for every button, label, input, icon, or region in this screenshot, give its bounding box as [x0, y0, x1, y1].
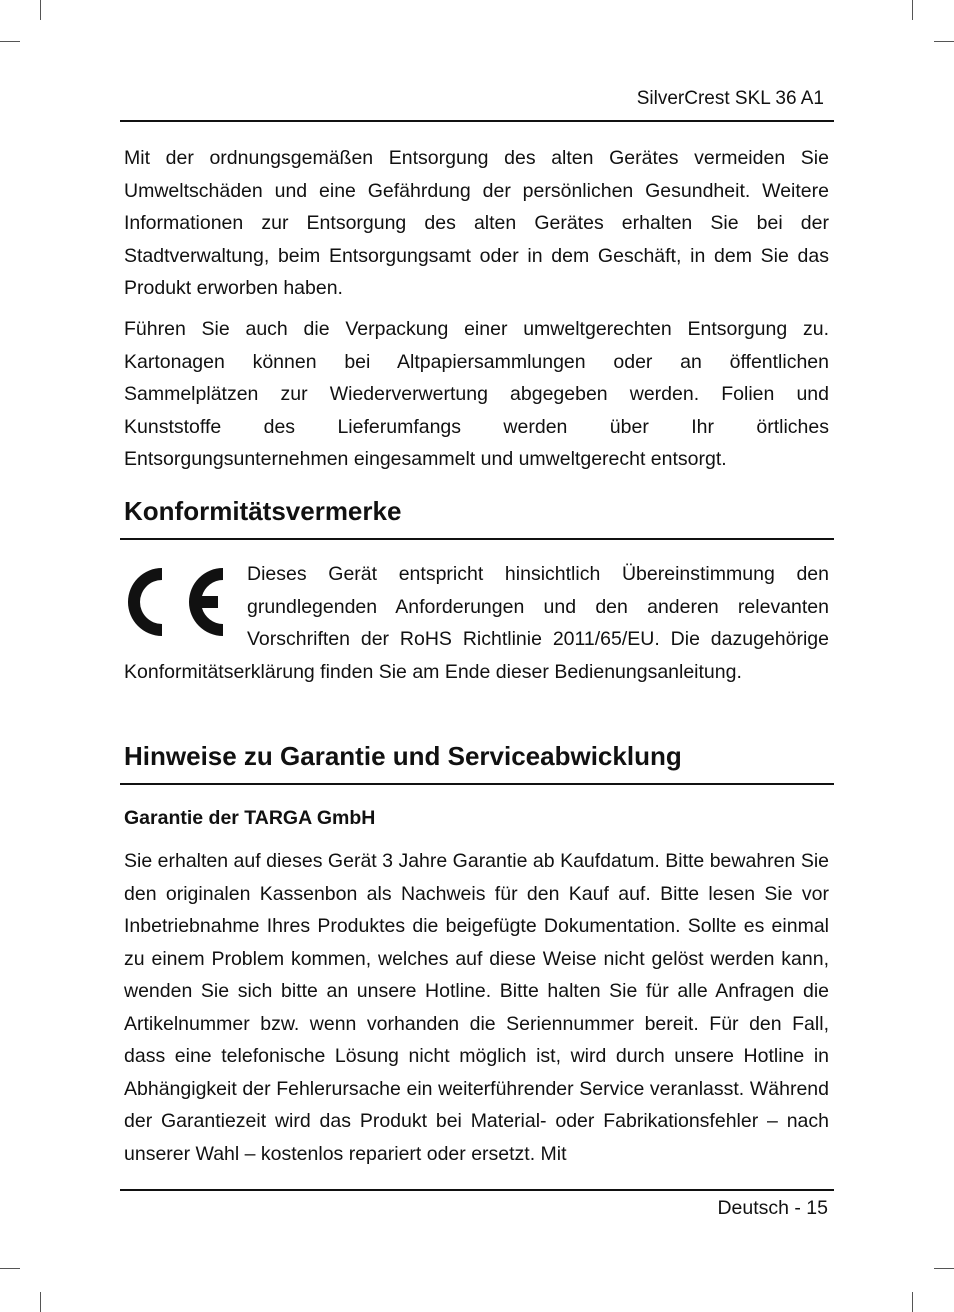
footer-rule: [120, 1189, 834, 1191]
section-rule: [120, 783, 834, 785]
paragraph-disposal: Mit der ordnungsgemäßen Entsorgung des alten Gerätes vermeiden Sie Umweltschäden und eine Gefährdung der persönlichen Gesundheit. Weitere Informationen zur Entsorgung des alten Gerätes erhalten Sie bei der Stadtverwaltung, beim Entsorgungsamt oder in dem Geschäft, in dem Sie das Produkt erworben haben.: [124, 147, 829, 299]
paragraph-conformity: [124, 558, 829, 688]
header-rule: [120, 120, 834, 122]
crop-mark: [0, 41, 20, 42]
heading-conformity: Konformitätsvermerke: [124, 496, 402, 526]
crop-mark: [912, 1292, 913, 1312]
paragraph-warranty: Sie erhalten auf dieses Gerät 3 Jahre Garantie ab Kaufdatum. Bitte bewahren Sie den originalen Kassenbon als Nachweis für den Kauf auf. Bitte lesen Sie vor Inbetriebnahme Ihres Produktes die beigefügte Dokumentation. Sollte es einmal zu einem Problem kommen, welches auf diese Weise nicht gelöst werden kann, wenden Sie sich bitte an unsere Hotline. Bitte halten Sie für alle Anfragen die Artikelnummer bzw. wenn vorhanden die Seriennummer bereit. Für den Fall, dass eine telefonische Lösung nicht möglich ist, wird durch unsere Hotline in Abhängigkeit der Fehlerursache ein weiterführender Service veranlasst. Während der Garantiezeit wird das Produkt bei Material- oder Fabrikationsfehler – nach unserer Wahl – kostenlos repariert oder ersetzt. Mit: [124, 850, 829, 1165]
crop-mark: [40, 1292, 41, 1312]
crop-mark: [40, 0, 41, 20]
footer-page-label: Deutsch - 15: [717, 1197, 828, 1219]
conformity-text: Dieses Gerät entspricht hinsichtlich Übereinstimmung den grundlegenden Anforderungen und den anderen relevanten Vorschriften der RoHS Richtlinie 2011/65/EU. Die dazugehörige Konformitätserklärung finden Sie am Ende dieser Bedienungsanleitung.: [124, 563, 829, 683]
ce-mark-spacer: [124, 558, 247, 654]
paragraph-packaging: Führen Sie auch die Verpackung einer umweltgerechten Entsorgung zu. Kartonagen können bei Altpapiersammlungen oder an öffentlichen Sammelplätzen zur Wiederverwertung abgegeben werden. Folien und Kunststoffe des Lieferumfangs werden über Ihr örtliches Entsorgungsunternehmen eingesammelt und umweltgerecht entsorgt.: [124, 318, 829, 470]
crop-mark: [912, 0, 913, 20]
subheading-warranty: Garantie der TARGA GmbH: [124, 807, 376, 829]
heading-warranty: Hinweise zu Garantie und Serviceabwicklung: [124, 741, 682, 771]
crop-mark: [934, 1268, 954, 1269]
section-rule: [120, 538, 834, 540]
crop-mark: [0, 1268, 20, 1269]
crop-mark: [934, 41, 954, 42]
header-product: SilverCrest SKL 36 A1: [636, 88, 824, 109]
